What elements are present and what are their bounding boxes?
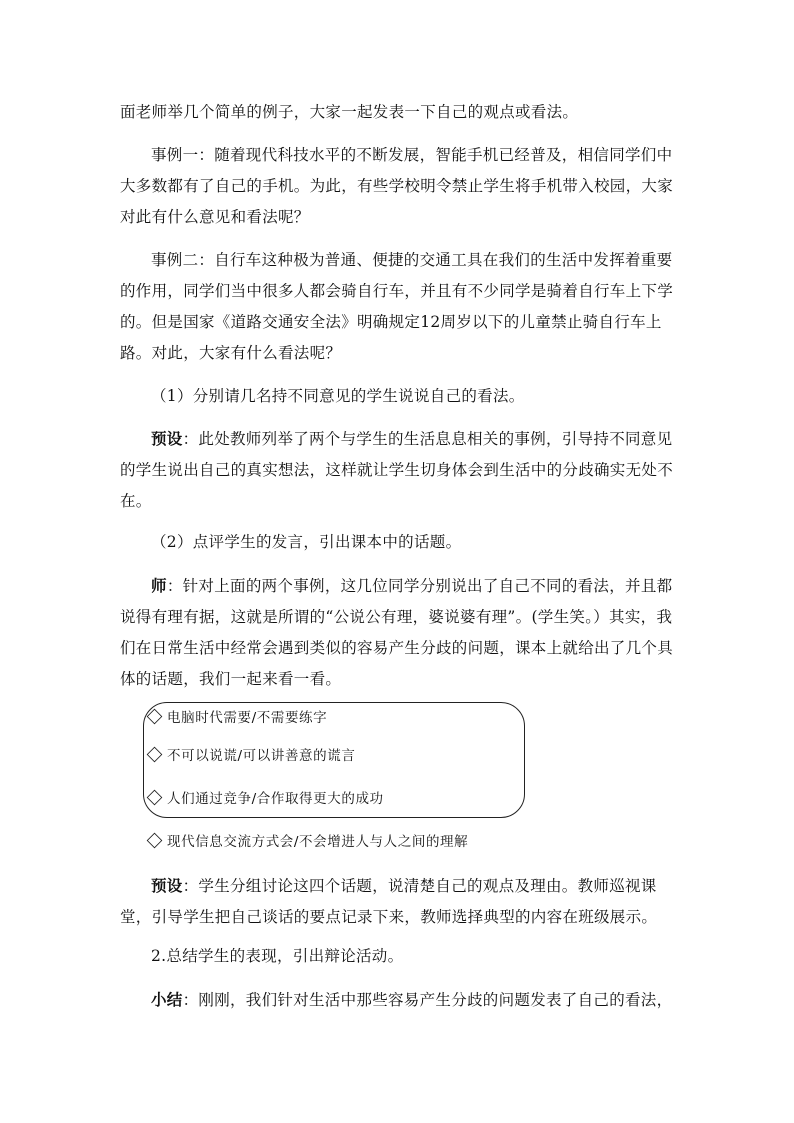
topic-item: 人们通过竞争/合作取得更大的成功 [148,789,384,809]
teacher-label: 师 [151,576,167,595]
preset-label: 预设 [151,429,183,448]
topic-item: 不可以说谎/可以讲善意的谎言 [148,746,355,766]
diamond-icon [147,833,163,849]
topic-item: 电脑时代需要/不需要练字 [148,708,327,728]
paragraph-example-one: 事例一：随着现代科技水平的不断发展，智能手机已经普及，相信同学们中大多数都有了自己的手机。为此，有些学校明令禁止学生将手机带入校园，大家对此有什么意见和看法呢？ [120,146,674,226]
paragraph-teacher: 师：针对上面的两个事例，这几位同学分别说出了自己不同的看法，并且都说得有理有据，这就是所谓的“公说公有理，婆说婆有理”。(学生笑。）其实，我们在日常生活中经常会遇到类似的容易产生分歧的问题，课本上就给出了几个具体的话题，我们一起来看一看。 [120,576,674,688]
paragraph-summary-step: 2.总结学生的表现，引出辩论活动。 [151,947,404,965]
summary-label: 小结 [151,990,183,1009]
preset-label: 预设 [151,876,183,895]
paragraph-preset-2: 预设：学生分组讨论这四个话题，说清楚自己的观点及理由。教师巡视课堂，引导学生把自己谈话的要点记录下来，教师选择典型的内容在班级展示。 [120,876,658,926]
diamond-icon [147,747,163,763]
diamond-icon [147,790,163,806]
paragraph-example-two: 事例二：自行车这种极为普通、便捷的交通工具在我们的生活中发挥着重要的作用，同学们当中很多人都会骑自行车，并且有不少同学是骑着自行车上下学的。但是国家《道路交通安全法》明确规定12周岁以下的儿童禁止骑自行车上路。对此，大家有什么看法呢？ [120,251,674,362]
topic-item: 现代信息交流方式会/不会增进人与人之间的理解 [148,832,468,852]
diamond-icon [147,709,163,725]
paragraph-step-1: （1）分别请几名持不同意见的学生说说自己的看法。 [151,387,525,405]
paragraph-intro: 面老师举几个简单的例子，大家一起发表一下自己的观点或看法。 [120,103,579,121]
paragraph-summary: 小结：刚刚，我们针对生活中那些容易产生分歧的问题发表了自己的看法， [151,990,673,1009]
paragraph-preset-1: 预设：此处教师列举了两个与学生的生活息息相关的事例，引导持不同意见的学生说出自己的真实想法，这样就让学生切身体会到生活中的分歧确实无处不在。 [120,429,674,510]
paragraph-step-2: （2）点评学生的发言，引出课本中的话题。 [151,533,462,551]
